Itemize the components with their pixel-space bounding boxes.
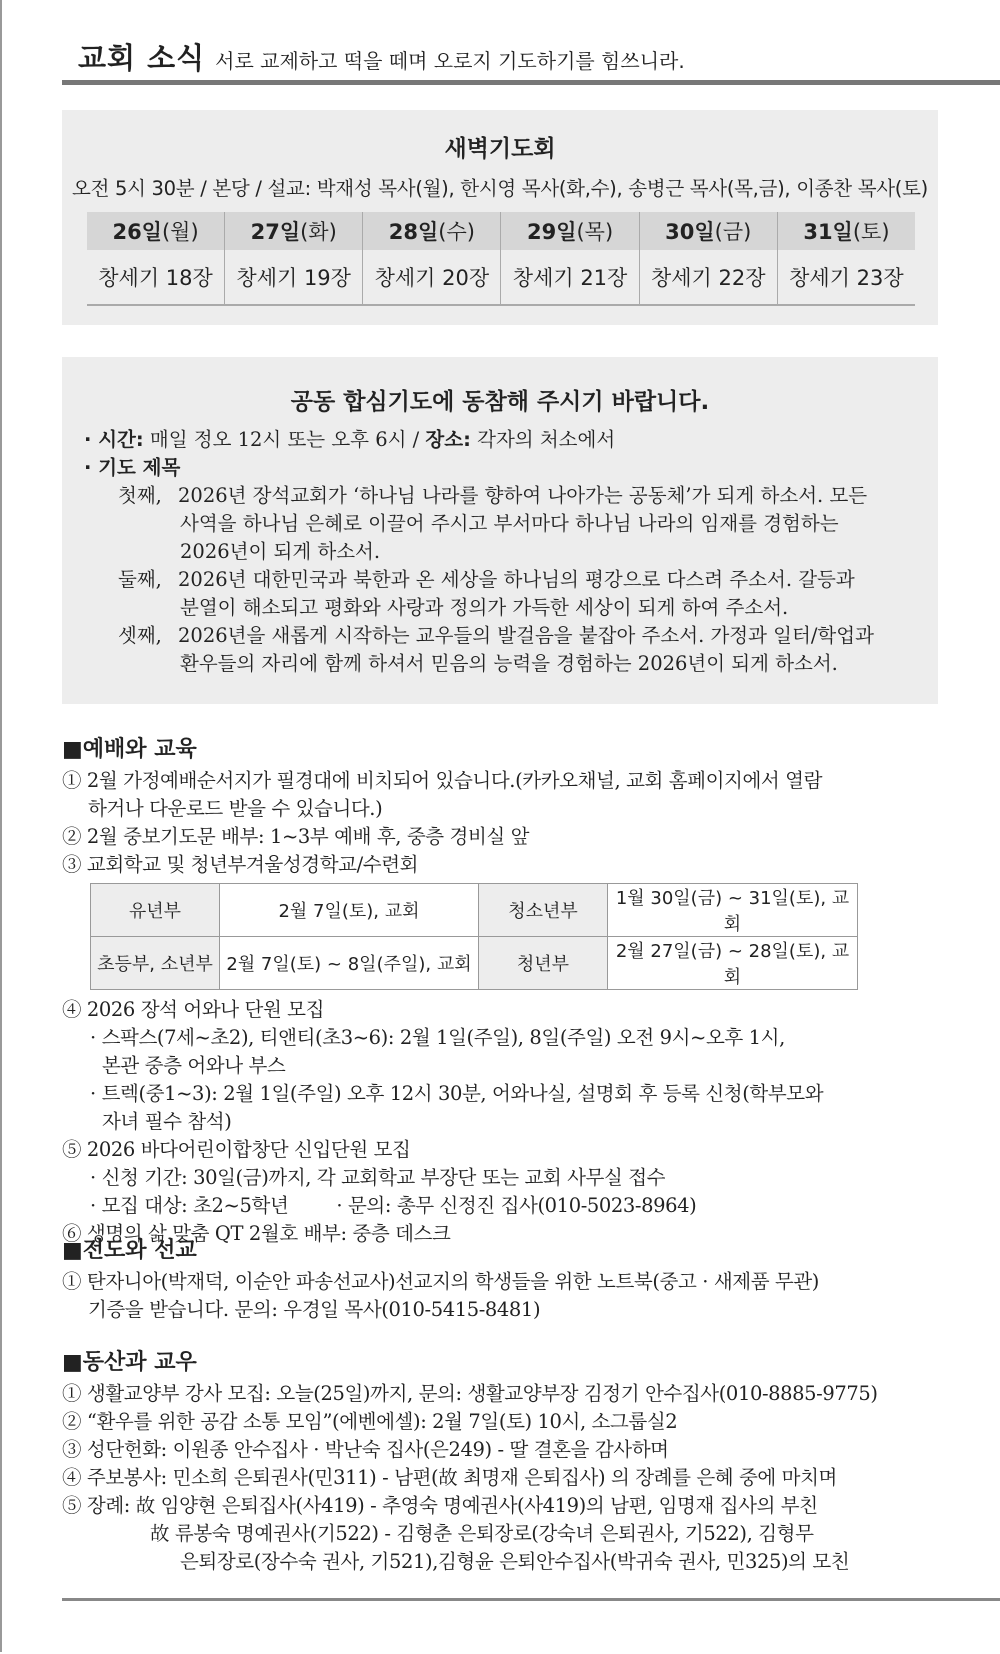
- prayer-item: 둘째, 2026년 대한민국과 북한과 온 세상을 하나님의 평강으로 다스려 주소서. 갈등과: [118, 568, 855, 591]
- mission-item-continuation: 기증을 받습니다. 문의: 우경일 목사(010-5415-8481): [88, 1298, 541, 1321]
- table-row: [91, 937, 858, 990]
- table-cell: 1월 30일(금) ~ 31일(토), 교회: [608, 884, 858, 937]
- page-header: [78, 36, 1000, 80]
- worship-sub-item: · 스팍스(7세~초2), 티앤티(초3~6): 2월 1일(주일), 8일(주일) 오전 9시~오후 1시,: [90, 1026, 785, 1049]
- page-title: 교회 소식: [78, 41, 206, 75]
- day-cell: 30일(금): [639, 212, 777, 250]
- prayer-time-line: · 시간: 매일 정오 12시 또는 오후 6시 / 장소: 각자의 처소에서: [84, 428, 616, 451]
- fellowship-item: ① 생활교양부 강사 모집: 오늘(25일)까지, 문의: 생활교양부장 김정기 안수집사(010-8885-9775): [62, 1382, 878, 1405]
- worship-sub-item-continuation: 자녀 필수 참석): [102, 1110, 232, 1133]
- prayer-item: 첫째, 2026년 장석교회가 ‘하나님 나라를 향하여 나아가는 공동체’가 되게 하소서. 모든: [118, 484, 868, 507]
- table-cell: 2월 27일(금) ~ 28일(토), 교회: [608, 937, 858, 990]
- fellowship-item-continuation: 故 류봉숙 명예권사(기522) - 김형춘 은퇴장로(강숙녀 은퇴권사, 기522), 김형무: [150, 1522, 814, 1545]
- mission-item: ① 탄자니아(박재덕, 이순안 파송선교사)선교지의 학생들을 위한 노트북(중고 · 새제품 무관): [62, 1270, 820, 1293]
- table-cell-label: 청년부: [479, 937, 608, 990]
- mission-heading: ■전도와 선교: [62, 1238, 197, 1263]
- reading-cell: 창세기 20장: [363, 250, 501, 305]
- worship-sub-item: · 신청 기간: 30일(금)까지, 각 교회학교 부장단 또는 교회 사무실 접수: [90, 1166, 666, 1189]
- prayer-item-continuation: 2026년이 되게 하소서.: [180, 540, 381, 563]
- worship-sub-item: · 모집 대상: 초2~5학년 · 문의: 총무 신정진 집사(010-5023-8964): [90, 1194, 697, 1217]
- worship-section: [62, 733, 962, 1248]
- schedule-reading-row: [87, 250, 915, 305]
- table-cell-label: 청소년부: [479, 884, 608, 937]
- prayer-topics-label: · 기도 제목: [84, 456, 181, 479]
- fellowship-item: ② “환우를 위한 공감 소통 모임”(에벤에셀): 2월 7일(토) 10시, 소그룹실2: [62, 1410, 678, 1433]
- table-cell-label: 유년부: [91, 884, 220, 937]
- table-row: [91, 884, 858, 937]
- dawn-prayer-title: 새벽기도회: [444, 136, 556, 162]
- prayer-item-continuation: 분열이 해소되고 평화와 사랑과 정의가 가득한 세상이 되게 하여 주소서.: [180, 596, 789, 619]
- camp-schedule-table: [90, 883, 858, 990]
- prayer-item: 셋째, 2026년을 새롭게 시작하는 교우들의 발걸음을 붙잡아 주소서. 가정과 일터/학업과: [118, 624, 874, 647]
- worship-heading: ■예배와 교육: [62, 737, 197, 762]
- table-cell: 2월 7일(토) ~ 8일(주일), 교회: [220, 937, 479, 990]
- mission-section: [62, 1234, 962, 1324]
- worship-item: ③ 교회학교 및 청년부겨울성경학교/수련회: [62, 853, 419, 876]
- joint-prayer-box: [62, 357, 938, 704]
- fellowship-section: [62, 1346, 962, 1576]
- reading-cell: 창세기 19장: [225, 250, 363, 305]
- worship-item: ⑤ 2026 바다어린이합창단 신입단원 모집: [62, 1138, 411, 1161]
- fellowship-item: ③ 성단헌화: 이원종 안수집사 · 박난숙 집사(은249) - 딸 결혼을 감사하며: [62, 1438, 669, 1461]
- footer-divider: [62, 1598, 1000, 1601]
- dawn-schedule-table: [87, 212, 915, 306]
- reading-cell: 창세기 23장: [777, 250, 915, 305]
- table-cell: 2월 7일(토), 교회: [220, 884, 479, 937]
- fellowship-item-continuation: 은퇴장로(장수숙 권사, 기521),김형윤 은퇴안수집사(박귀숙 권사, 민325)의 모친: [180, 1550, 850, 1573]
- reading-cell: 창세기 18장: [87, 250, 225, 305]
- reading-cell: 창세기 22장: [639, 250, 777, 305]
- table-cell-label: 초등부, 소년부: [91, 937, 220, 990]
- joint-prayer-body: [82, 426, 922, 678]
- joint-prayer-title: 공동 합심기도에 동참해 주시기 바랍니다.: [290, 389, 710, 415]
- worship-item: ② 2월 중보기도문 배부: 1~3부 예배 후, 중층 경비실 앞: [62, 825, 530, 848]
- fellowship-item: ⑤ 장례: 故 임양현 은퇴집사(사419) - 추영숙 명예권사(사419)의 남편, 임명재 집사의 부친: [62, 1494, 818, 1517]
- prayer-item-continuation: 사역을 하나님 은혜로 이끌어 주시고 부서마다 하나님 나라의 임재를 경험하는: [180, 512, 839, 535]
- day-cell: 29일(목): [501, 212, 639, 250]
- worship-item: ⑥ 생명의 삶 맞춤 QT 2월호 배부: 중층 데스크: [62, 1222, 451, 1245]
- day-cell: 31일(토): [777, 212, 915, 250]
- day-cell: 27일(화): [225, 212, 363, 250]
- day-cell: 26일(월): [87, 212, 225, 250]
- page-subtitle: 서로 교제하고 떡을 떼며 오로지 기도하기를 힘쓰니라.: [215, 49, 685, 73]
- worship-sub-item-continuation: 본관 중층 어와나 부스: [102, 1054, 286, 1077]
- fellowship-heading: ■동산과 교우: [62, 1350, 197, 1375]
- dawn-prayer-info: 오전 5시 30분 / 본당 / 설교: 박재성 목사(월), 한시영 목사(화,수), 송병근 목사(목,금), 이종찬 목사(토): [72, 177, 928, 200]
- prayer-item-continuation: 환우들의 자리에 함께 하셔서 믿음의 능력을 경험하는 2026년이 되게 하소서.: [180, 652, 838, 675]
- worship-sub-item: · 트렉(중1~3): 2월 1일(주일) 오후 12시 30분, 어와나실, 설명회 후 등록 신청(학부모와: [90, 1082, 824, 1105]
- worship-item: ④ 2026 장석 어와나 단원 모집: [62, 998, 325, 1021]
- worship-item-continuation: 하거나 다운로드 받을 수 있습니다.): [88, 797, 383, 820]
- header-divider: [62, 80, 1000, 85]
- worship-item: ① 2월 가정예배순서지가 필경대에 비치되어 있습니다.(카카오채널, 교회 홈페이지에서 열람: [62, 769, 823, 792]
- dawn-prayer-box: [62, 110, 938, 325]
- day-cell: 28일(수): [363, 212, 501, 250]
- schedule-day-row: [87, 212, 915, 250]
- reading-cell: 창세기 21장: [501, 250, 639, 305]
- fellowship-item: ④ 주보봉사: 민소희 은퇴권사(민311) - 남편(故 최명재 은퇴집사) 의 장례를 은혜 중에 마치며: [62, 1466, 837, 1489]
